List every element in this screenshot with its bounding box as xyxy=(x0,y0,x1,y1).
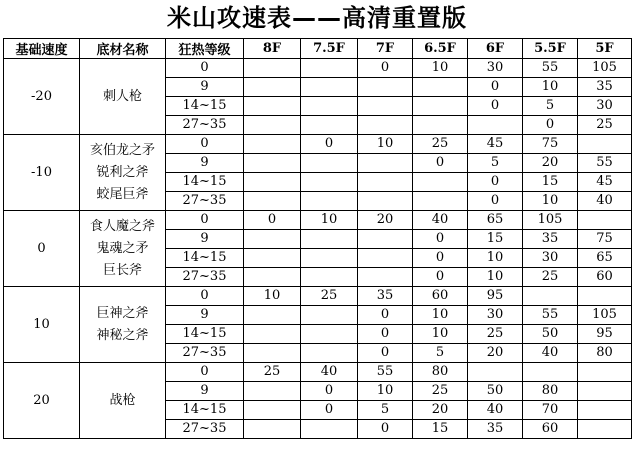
speed-value-cell: 60 xyxy=(523,420,578,439)
speed-value-cell xyxy=(301,116,358,135)
speed-value-cell xyxy=(244,173,301,192)
frenzy-level-cell: 27~35 xyxy=(166,420,244,439)
speed-value-cell xyxy=(244,401,301,420)
material-cell xyxy=(80,287,166,363)
material-cell xyxy=(80,59,166,135)
speed-value-cell xyxy=(301,325,358,344)
header-7-5f: 7.5F xyxy=(301,39,358,59)
speed-value-cell: 70 xyxy=(523,401,578,420)
speed-value-cell: 0 xyxy=(358,420,413,439)
speed-value-cell xyxy=(358,268,413,287)
header-5f: 5F xyxy=(578,39,632,59)
speed-value-cell: 30 xyxy=(523,249,578,268)
speed-value-cell: 65 xyxy=(578,249,632,268)
header-base-speed: 基础速度 xyxy=(4,39,80,59)
speed-value-cell: 30 xyxy=(468,59,523,78)
speed-value-cell xyxy=(244,78,301,97)
speed-value-cell: 10 xyxy=(301,211,358,230)
speed-value-cell xyxy=(301,249,358,268)
speed-value-cell: 105 xyxy=(578,306,632,325)
speed-value-cell xyxy=(358,173,413,192)
speed-value-cell: 50 xyxy=(523,325,578,344)
speed-value-cell: 10 xyxy=(244,287,301,306)
speed-value-cell xyxy=(358,192,413,211)
frenzy-level-cell: 0 xyxy=(166,211,244,230)
material-cell xyxy=(80,211,166,287)
header-7f: 7F xyxy=(358,39,413,59)
material-cell xyxy=(80,363,166,439)
speed-value-cell: 80 xyxy=(578,344,632,363)
speed-value-cell: 20 xyxy=(468,344,523,363)
speed-value-cell: 10 xyxy=(413,325,468,344)
speed-value-cell: 20 xyxy=(413,401,468,420)
speed-value-cell xyxy=(301,78,358,97)
speed-value-cell xyxy=(301,420,358,439)
material-name: 刺人枪 xyxy=(102,88,142,104)
speed-value-cell: 15 xyxy=(523,173,578,192)
header-row xyxy=(4,39,632,59)
speed-value-cell xyxy=(301,268,358,287)
speed-value-cell: 45 xyxy=(468,135,523,154)
speed-value-cell: 0 xyxy=(358,59,413,78)
speed-value-cell xyxy=(244,382,301,401)
material-name: 神秘之斧 xyxy=(96,327,149,343)
frenzy-level-cell: 9 xyxy=(166,382,244,401)
speed-value-cell: 0 xyxy=(413,230,468,249)
header-5-5f: 5.5F xyxy=(523,39,578,59)
speed-value-cell xyxy=(468,116,523,135)
speed-value-cell xyxy=(578,363,632,382)
speed-value-cell xyxy=(301,97,358,116)
speed-value-cell: 0 xyxy=(468,78,523,97)
speed-value-cell xyxy=(244,249,301,268)
speed-value-cell: 0 xyxy=(301,135,358,154)
speed-value-cell xyxy=(244,268,301,287)
speed-value-cell: 5 xyxy=(468,154,523,173)
header-frenzy-level: 狂热等级 xyxy=(166,39,244,59)
base-speed-cell: 0 xyxy=(4,211,80,287)
speed-value-cell: 0 xyxy=(301,401,358,420)
speed-value-cell: 40 xyxy=(468,401,523,420)
speed-value-cell: 25 xyxy=(413,135,468,154)
frenzy-level-cell: 14~15 xyxy=(166,401,244,420)
table-row xyxy=(4,135,632,154)
speed-value-cell: 0 xyxy=(413,154,468,173)
speed-value-cell xyxy=(301,192,358,211)
speed-value-cell: 25 xyxy=(578,116,632,135)
table-row xyxy=(4,287,632,306)
speed-value-cell: 50 xyxy=(468,382,523,401)
table-row xyxy=(4,363,632,382)
speed-value-cell: 80 xyxy=(523,382,578,401)
speed-value-cell: 25 xyxy=(468,325,523,344)
speed-value-cell xyxy=(244,306,301,325)
speed-value-cell: 95 xyxy=(468,287,523,306)
speed-value-cell xyxy=(413,78,468,97)
speed-value-cell: 80 xyxy=(413,363,468,382)
speed-value-cell xyxy=(578,135,632,154)
frenzy-level-cell: 27~35 xyxy=(166,344,244,363)
speed-value-cell: 40 xyxy=(301,363,358,382)
speed-value-cell: 75 xyxy=(578,230,632,249)
speed-value-cell xyxy=(358,249,413,268)
base-speed-cell: 10 xyxy=(4,287,80,363)
speed-value-cell: 0 xyxy=(468,192,523,211)
speed-value-cell: 5 xyxy=(413,344,468,363)
speed-value-cell xyxy=(468,363,523,382)
speed-value-cell xyxy=(358,78,413,97)
base-speed-cell: -10 xyxy=(4,135,80,211)
speed-value-cell: 0 xyxy=(358,306,413,325)
speed-value-cell xyxy=(244,344,301,363)
speed-value-cell: 95 xyxy=(578,325,632,344)
speed-value-cell: 5 xyxy=(523,97,578,116)
speed-value-cell: 75 xyxy=(523,135,578,154)
frenzy-level-cell: 27~35 xyxy=(166,268,244,287)
speed-value-cell: 55 xyxy=(358,363,413,382)
speed-value-cell xyxy=(358,116,413,135)
frenzy-level-cell: 9 xyxy=(166,154,244,173)
attack-speed-table xyxy=(3,38,632,439)
speed-value-cell: 105 xyxy=(578,59,632,78)
speed-value-cell: 35 xyxy=(578,78,632,97)
speed-value-cell: 35 xyxy=(523,230,578,249)
speed-value-cell: 10 xyxy=(413,306,468,325)
base-speed-cell: -20 xyxy=(4,59,80,135)
frenzy-level-cell: 14~15 xyxy=(166,325,244,344)
frenzy-level-cell: 9 xyxy=(166,78,244,97)
speed-value-cell xyxy=(523,287,578,306)
material-name: 亥伯龙之矛 xyxy=(89,142,155,158)
speed-value-cell xyxy=(413,173,468,192)
speed-value-cell: 35 xyxy=(468,420,523,439)
speed-value-cell: 5 xyxy=(358,401,413,420)
speed-value-cell: 35 xyxy=(358,287,413,306)
speed-value-cell: 10 xyxy=(523,78,578,97)
material-cell xyxy=(80,135,166,211)
speed-value-cell xyxy=(358,154,413,173)
speed-value-cell: 45 xyxy=(578,173,632,192)
speed-value-cell: 0 xyxy=(244,211,301,230)
speed-value-cell: 10 xyxy=(413,59,468,78)
speed-value-cell xyxy=(244,154,301,173)
speed-value-cell xyxy=(523,363,578,382)
speed-value-cell xyxy=(244,116,301,135)
speed-value-cell: 15 xyxy=(468,230,523,249)
speed-value-cell xyxy=(301,173,358,192)
speed-value-cell xyxy=(244,325,301,344)
material-name: 巨长斧 xyxy=(102,262,142,278)
speed-value-cell xyxy=(301,230,358,249)
material-name: 食人魔之斧 xyxy=(89,218,155,234)
speed-value-cell xyxy=(413,192,468,211)
speed-value-cell: 10 xyxy=(523,192,578,211)
speed-value-cell: 0 xyxy=(468,173,523,192)
base-speed-cell: 20 xyxy=(4,363,80,439)
material-name: 蛟尾巨斧 xyxy=(96,186,149,202)
header-8f: 8F xyxy=(244,39,301,59)
speed-value-cell xyxy=(244,230,301,249)
speed-value-cell: 0 xyxy=(523,116,578,135)
frenzy-level-cell: 27~35 xyxy=(166,192,244,211)
speed-value-cell: 30 xyxy=(578,97,632,116)
speed-value-cell xyxy=(301,59,358,78)
speed-value-cell: 60 xyxy=(413,287,468,306)
speed-value-cell: 55 xyxy=(523,306,578,325)
speed-value-cell: 30 xyxy=(468,306,523,325)
speed-value-cell: 25 xyxy=(523,268,578,287)
speed-value-cell xyxy=(244,192,301,211)
speed-value-cell xyxy=(244,97,301,116)
speed-value-cell: 10 xyxy=(358,135,413,154)
frenzy-level-cell: 27~35 xyxy=(166,116,244,135)
speed-value-cell: 40 xyxy=(578,192,632,211)
speed-value-cell xyxy=(358,97,413,116)
speed-value-cell: 0 xyxy=(301,382,358,401)
frenzy-level-cell: 0 xyxy=(166,135,244,154)
speed-value-cell: 0 xyxy=(358,344,413,363)
speed-value-cell xyxy=(244,135,301,154)
frenzy-level-cell: 9 xyxy=(166,230,244,249)
frenzy-level-cell: 9 xyxy=(166,306,244,325)
speed-value-cell xyxy=(413,97,468,116)
speed-value-cell xyxy=(301,154,358,173)
speed-value-cell xyxy=(578,382,632,401)
frenzy-level-cell: 0 xyxy=(166,363,244,382)
speed-value-cell: 40 xyxy=(523,344,578,363)
speed-value-cell xyxy=(301,344,358,363)
speed-value-cell xyxy=(358,230,413,249)
speed-value-cell: 40 xyxy=(413,211,468,230)
speed-value-cell: 20 xyxy=(523,154,578,173)
speed-value-cell xyxy=(301,306,358,325)
speed-value-cell: 0 xyxy=(468,97,523,116)
table-row xyxy=(4,211,632,230)
speed-value-cell xyxy=(578,401,632,420)
header-material: 底材名称 xyxy=(80,39,166,59)
speed-value-cell: 25 xyxy=(413,382,468,401)
speed-value-cell xyxy=(413,116,468,135)
speed-value-cell: 105 xyxy=(523,211,578,230)
speed-value-cell: 0 xyxy=(358,325,413,344)
speed-value-cell: 0 xyxy=(413,268,468,287)
speed-value-cell: 55 xyxy=(523,59,578,78)
speed-value-cell: 10 xyxy=(358,382,413,401)
frenzy-level-cell: 14~15 xyxy=(166,249,244,268)
header-6-5f: 6.5F xyxy=(413,39,468,59)
speed-value-cell: 60 xyxy=(578,268,632,287)
speed-value-cell: 20 xyxy=(358,211,413,230)
material-name: 战枪 xyxy=(109,392,136,408)
speed-value-cell: 0 xyxy=(413,249,468,268)
speed-value-cell: 55 xyxy=(578,154,632,173)
speed-value-cell: 10 xyxy=(468,268,523,287)
material-name: 鬼魂之矛 xyxy=(96,240,149,256)
page-title: 米山攻速表——高清重置版 xyxy=(167,4,467,32)
frenzy-level-cell: 14~15 xyxy=(166,97,244,116)
material-name: 锐利之斧 xyxy=(96,164,149,180)
speed-value-cell: 15 xyxy=(413,420,468,439)
speed-value-cell: 25 xyxy=(244,363,301,382)
material-name: 巨神之斧 xyxy=(96,305,149,321)
frenzy-level-cell: 0 xyxy=(166,59,244,78)
speed-value-cell xyxy=(578,211,632,230)
table-row xyxy=(4,59,632,78)
speed-value-cell xyxy=(578,420,632,439)
speed-value-cell: 10 xyxy=(468,249,523,268)
speed-value-cell xyxy=(244,59,301,78)
speed-value-cell: 65 xyxy=(468,211,523,230)
speed-value-cell: 25 xyxy=(301,287,358,306)
frenzy-level-cell: 0 xyxy=(166,287,244,306)
header-6f: 6F xyxy=(468,39,523,59)
speed-value-cell xyxy=(244,420,301,439)
speed-value-cell xyxy=(578,287,632,306)
frenzy-level-cell: 14~15 xyxy=(166,173,244,192)
